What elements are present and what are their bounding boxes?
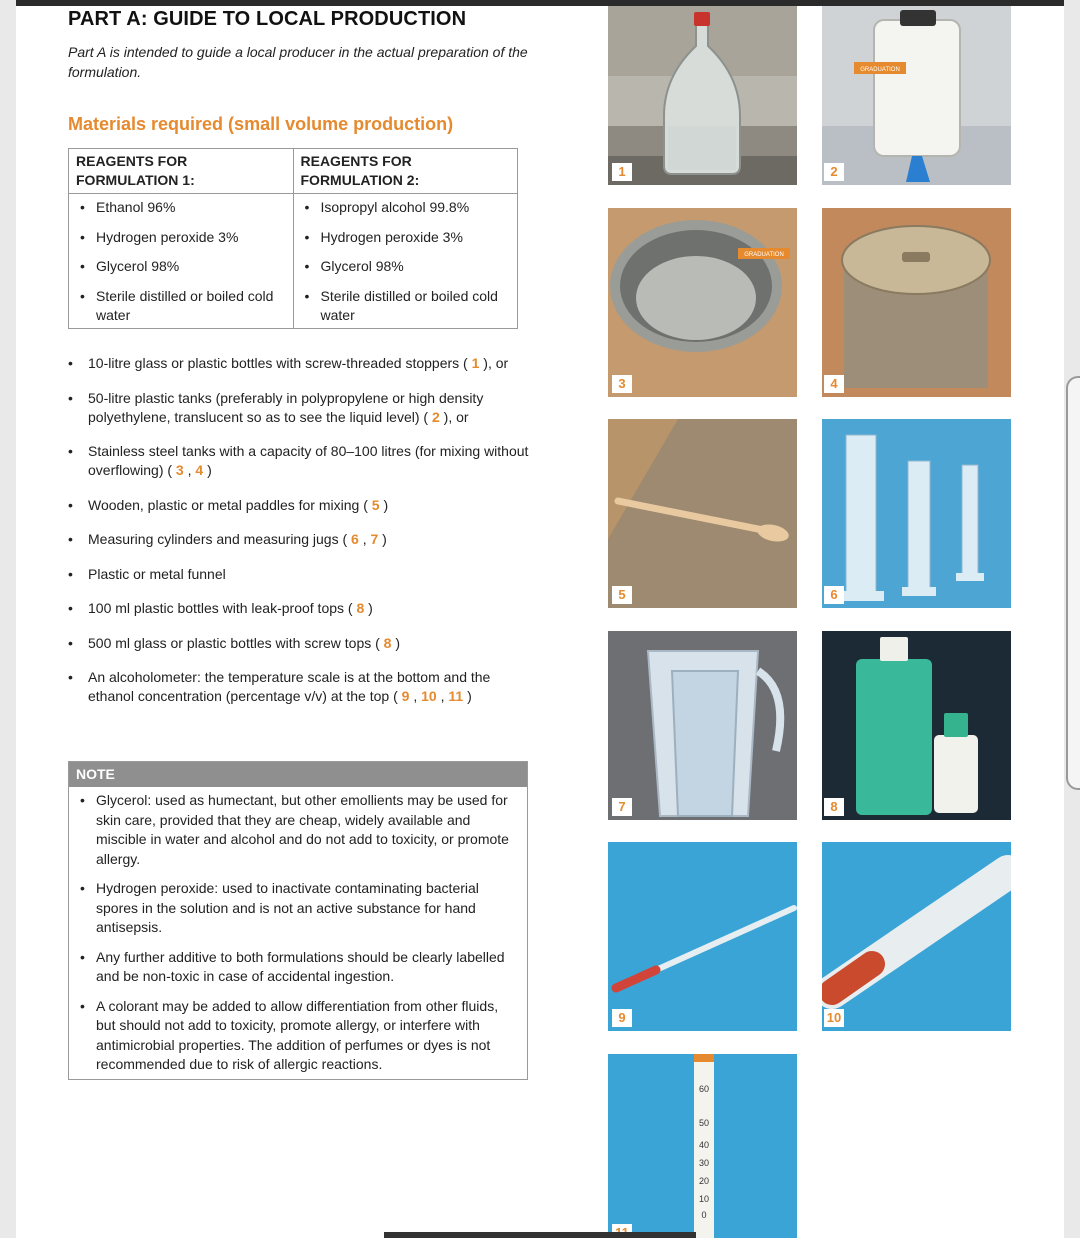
alcoholometer-closeup-image — [822, 842, 1011, 1031]
measuring-cylinders-image — [822, 419, 1011, 608]
tank-graduation-label: GRADUATION — [860, 67, 900, 73]
reagents-header-formulation-1: REAGENTS FOR FORMULATION 1: — [69, 149, 294, 194]
scale-value: 60 — [698, 1084, 710, 1094]
figure-reference: 2 — [431, 408, 440, 425]
left-margin — [0, 0, 16, 1238]
material-text: 10-litre glass or plastic bottles with screw-threaded stoppers ( — [88, 355, 468, 371]
material-item: • Stainless steel tanks with a capacity of 80–100 litres (for mixing without overflowing) ( 3 , 4 ) — [68, 442, 538, 480]
intro-text: Part A is intended to guide a local producer in the actual preparation of the formulation. — [68, 44, 528, 80]
material-text-end: ), or — [443, 408, 469, 425]
figure-reference: 4 — [195, 462, 204, 478]
material-item: • Measuring cylinders and measuring jugs ( 6 , 7 ) — [68, 530, 538, 549]
material-text: 100 ml plastic bottles with leak-proof tops ( — [88, 600, 353, 616]
scale-value: 40 — [698, 1140, 710, 1150]
note-heading: NOTE — [69, 762, 527, 787]
reagent-item: • Sterile distilled or boiled cold water — [76, 287, 286, 325]
note-body — [69, 787, 527, 1079]
figure-reference: 1 — [471, 355, 480, 371]
figure-reference: 9 — [401, 688, 410, 704]
reagents-col-2 — [293, 194, 518, 329]
photo-number: 2 — [824, 163, 844, 181]
reagent-item: • Hydrogen peroxide 3% — [301, 228, 511, 247]
scale-value: 50 — [698, 1118, 710, 1128]
material-text: An alcoholometer: the temperature scale is at the bottom and the ethanol concentration (percentage v/v) at the top ( — [88, 669, 491, 704]
materials-heading: Materials required (small volume production) — [68, 114, 454, 134]
bottom-navigation-bar — [384, 1232, 696, 1238]
material-item — [68, 634, 538, 653]
page-title: PART A: GUIDE TO LOCAL PRODUCTION — [68, 8, 467, 30]
note-item: • A colorant may be added to allow differentiation from other fluids, but should not add to toxicity, promote allergy, or interfere with antimicrobial properties. The addition of perfumes or dyes is not recommended due to risk of allergic reactions. — [76, 997, 515, 1075]
photo-number: 7 — [612, 798, 632, 816]
photo-plastic-bottles — [822, 631, 1011, 820]
figure-reference: 5 — [371, 496, 380, 513]
figure-reference: 10 — [421, 688, 437, 704]
material-text: Plastic or metal funnel — [88, 565, 226, 582]
scale-value: 10 — [698, 1194, 710, 1204]
photo-steel-tank-interior — [608, 208, 797, 397]
scale-value: 30 — [698, 1158, 710, 1168]
note-item: • Glycerol: used as humectant, but other emollients may be used for skin care, provided that they are cheap, widely available and miscible in water and alcohol and do not add to toxicity, or promote allergy. — [76, 791, 515, 869]
material-text: Wooden, plastic or metal paddles for mixing ( — [88, 496, 368, 513]
reagent-item: • Sterile distilled or boiled cold water — [301, 287, 511, 325]
material-text-end: ) — [382, 531, 387, 547]
note-box — [68, 761, 528, 1080]
reagents-header-formulation-2: REAGENTS FOR FORMULATION 2: — [293, 149, 518, 194]
plastic-bottles-image — [822, 631, 1011, 820]
plastic-tank-image — [822, 6, 1011, 185]
materials-list — [68, 354, 538, 722]
material-text: Stainless steel tanks with a capacity of 80–100 litres (for mixing without overflowing) ( — [88, 443, 529, 478]
material-text-end: ) — [383, 496, 389, 513]
material-text: Measuring cylinders and measuring jugs ( — [88, 531, 348, 547]
photo-alcoholometer-closeup — [822, 842, 1011, 1031]
photo-number: 3 — [612, 375, 632, 393]
glass-bottle-image — [608, 6, 797, 185]
photo-number: 4 — [824, 375, 844, 393]
photo-alcoholometer-scale — [608, 1054, 797, 1238]
material-text: 500 ml glass or plastic bottles with screw tops ( — [88, 634, 380, 651]
photo-plastic-tank — [822, 6, 1011, 185]
reagent-item: • Hydrogen peroxide 3% — [76, 228, 286, 247]
figure-reference: 7 — [370, 531, 379, 547]
steel-graduation-label: GRADUATION — [744, 252, 784, 258]
material-text-end: ) — [368, 600, 373, 616]
figure-reference: 8 — [356, 600, 365, 616]
reagent-item: • Glycerol 98% — [301, 257, 511, 276]
figure-reference: 3 — [175, 462, 184, 478]
material-item — [68, 565, 538, 584]
photo-number: 5 — [612, 586, 632, 604]
figure-reference: 11 — [448, 688, 464, 704]
photo-number: 1 — [612, 163, 632, 181]
material-item — [68, 354, 538, 373]
photo-steel-tank-lid — [822, 208, 1011, 397]
photo-number: 6 — [824, 586, 844, 604]
reagent-item: • Glycerol 98% — [76, 257, 286, 276]
photo-paddle — [608, 419, 797, 608]
material-text-end: ) — [467, 688, 472, 704]
note-item: • Hydrogen peroxide: used to inactivate contaminating bacterial spores in the solution and is not an active substance for hand antisepsis. — [76, 879, 515, 938]
photo-measuring-jugs — [608, 631, 797, 820]
measuring-jugs-image — [608, 631, 797, 820]
scale-value: 0 — [701, 1210, 707, 1220]
material-text-end: ), or — [483, 355, 509, 371]
material-item: • An alcoholometer: the temperature scale is at the bottom and the ethanol concentration (percentage v/v) at the top ( 9 , 10 , 11 ) — [68, 668, 538, 706]
reagent-item: • Isopropyl alcohol 99.8% — [301, 198, 511, 217]
reagent-item: • Ethanol 96% — [76, 198, 286, 217]
photo-measuring-cylinders — [822, 419, 1011, 608]
figure-reference: 6 — [351, 531, 359, 547]
reagents-col-1 — [69, 194, 294, 329]
material-text-end: ) — [207, 462, 212, 478]
photo-number: 8 — [824, 798, 844, 816]
alcoholometer-scale-image — [608, 1054, 797, 1238]
note-item: • Any further additive to both formulations should be clearly labelled and be non-toxic in case of accidental ingestion. — [76, 948, 515, 987]
photo-number: 10 — [824, 1009, 844, 1027]
paddle-image — [608, 419, 797, 608]
steel-tank-lid-image — [822, 208, 1011, 397]
scroll-handle[interactable] — [1066, 376, 1080, 790]
steel-tank-interior-image — [608, 208, 797, 397]
reagents-table — [68, 148, 518, 329]
material-item — [68, 496, 538, 515]
photo-glass-bottle — [608, 6, 797, 185]
alcoholometer-image — [608, 842, 797, 1031]
scale-value: 20 — [698, 1176, 710, 1186]
material-text-end: ) — [395, 634, 401, 651]
material-item — [68, 599, 538, 618]
photo-alcoholometer — [608, 842, 797, 1031]
material-text: 50-litre plastic tanks (preferably in polypropylene or high density polyethylene, translucent so as to see the liquid level) ( — [88, 389, 484, 425]
figure-reference: 8 — [383, 634, 392, 651]
material-item — [68, 389, 538, 427]
photo-number: 9 — [612, 1009, 632, 1027]
